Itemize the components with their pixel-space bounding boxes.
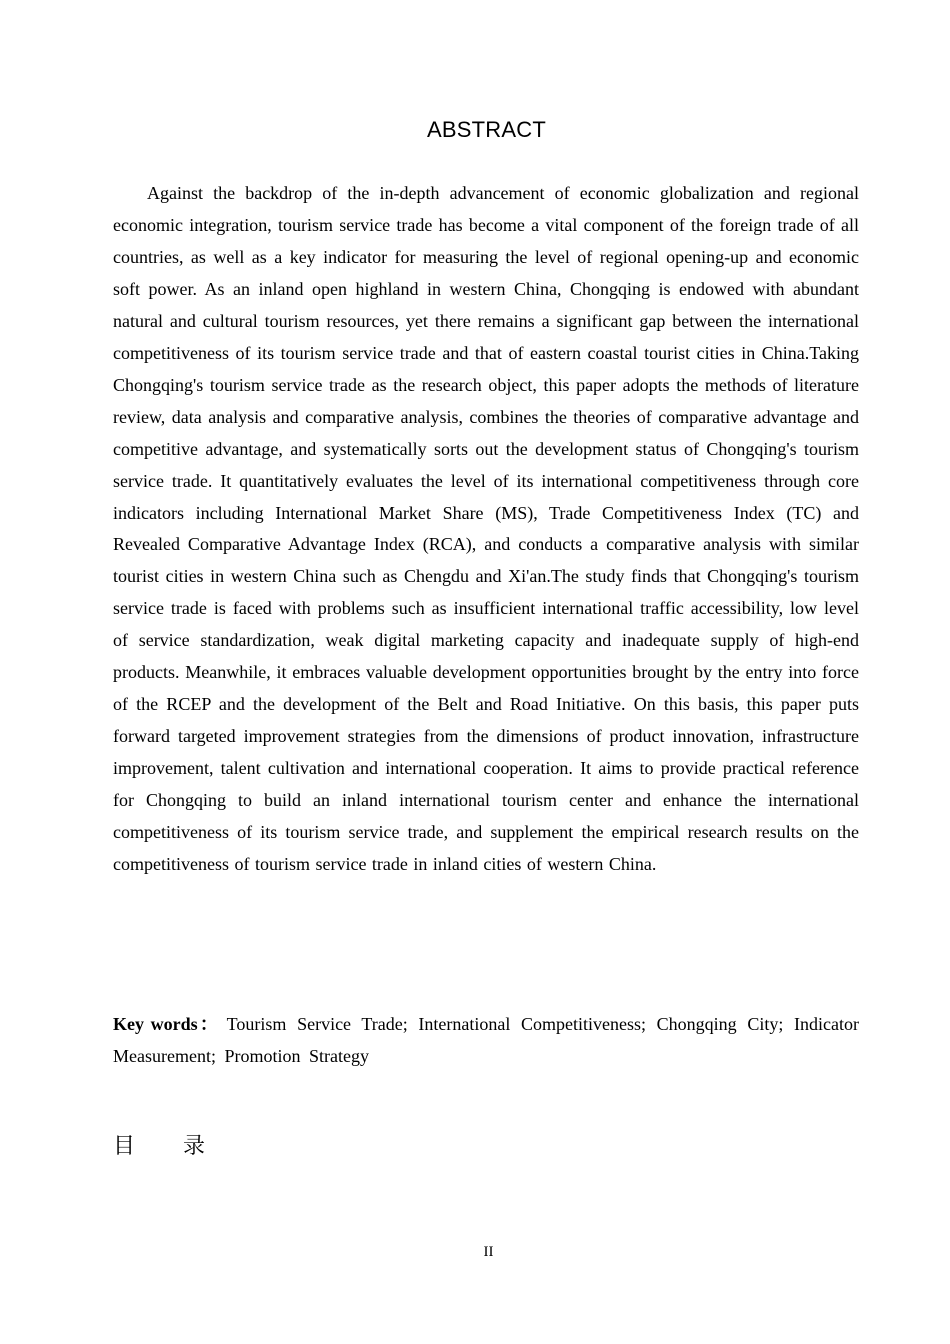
keywords-label: Key words： xyxy=(113,1014,220,1034)
page-number: II xyxy=(483,1244,494,1260)
abstract-title: ABSTRACT xyxy=(427,117,546,142)
toc-heading-char-2: 录 xyxy=(183,1134,206,1159)
toc-heading-char-1: 目 xyxy=(113,1134,136,1159)
table-of-contents-heading xyxy=(113,1131,205,1163)
keywords-value: Tourism Service Trade; International Competitiveness; Chongqing City; Indicator Measurement; Promotion Strategy xyxy=(113,1014,859,1066)
abstract-paragraph: Against the backdrop of the in-depth advancement of economic globalization and regional economic integration, tourism service trade has become a vital component of the foreign trade of all countries, as well as a key indicator for measuring the level of regional opening-up and economic soft power. As an inland open highland in western China, Chongqing is endowed with abundant natural and cultural tourism resources, yet there remains a significant gap between the international competitiveness of its tourism service trade and that of eastern coastal tourist cities in China.Taking Chongqing's tourism service trade as the research object, this paper adopts the methods of literature review, data analysis and comparative analysis, combines the theories of comparative advantage and competitive advantage, and systematically sorts out the development status of Chongqing's tourism service trade. It quantitatively evaluates the level of its international competitiveness through core indicators including International Market Share (MS), Trade Competitiveness Index (TC) and Revealed Comparative Advantage Index (RCA), and conducts a comparative analysis with similar tourist cities in western China such as Chengdu and Xi'an.The study finds that Chongqing's tourism service trade is faced with problems such as insufficient international traffic accessibility, low level of service standardization, weak digital marketing capacity and inadequate supply of high-end products. Meanwhile, it embraces valuable development opportunities brought by the entry into force of the RCEP and the development of the Belt and Road Initiative. On this basis, this paper puts forward targeted improvement strategies from the dimensions of product innovation, infrastructure improvement, talent cultivation and international cooperation. It aims to provide practical reference for Chongqing to build an inland international tourism center and enhance the international competitiveness of its tourism service trade, and supplement the empirical research results on the competitiveness of tourism service trade in inland cities of western China. xyxy=(113,183,859,875)
keywords-line xyxy=(113,1008,859,1072)
